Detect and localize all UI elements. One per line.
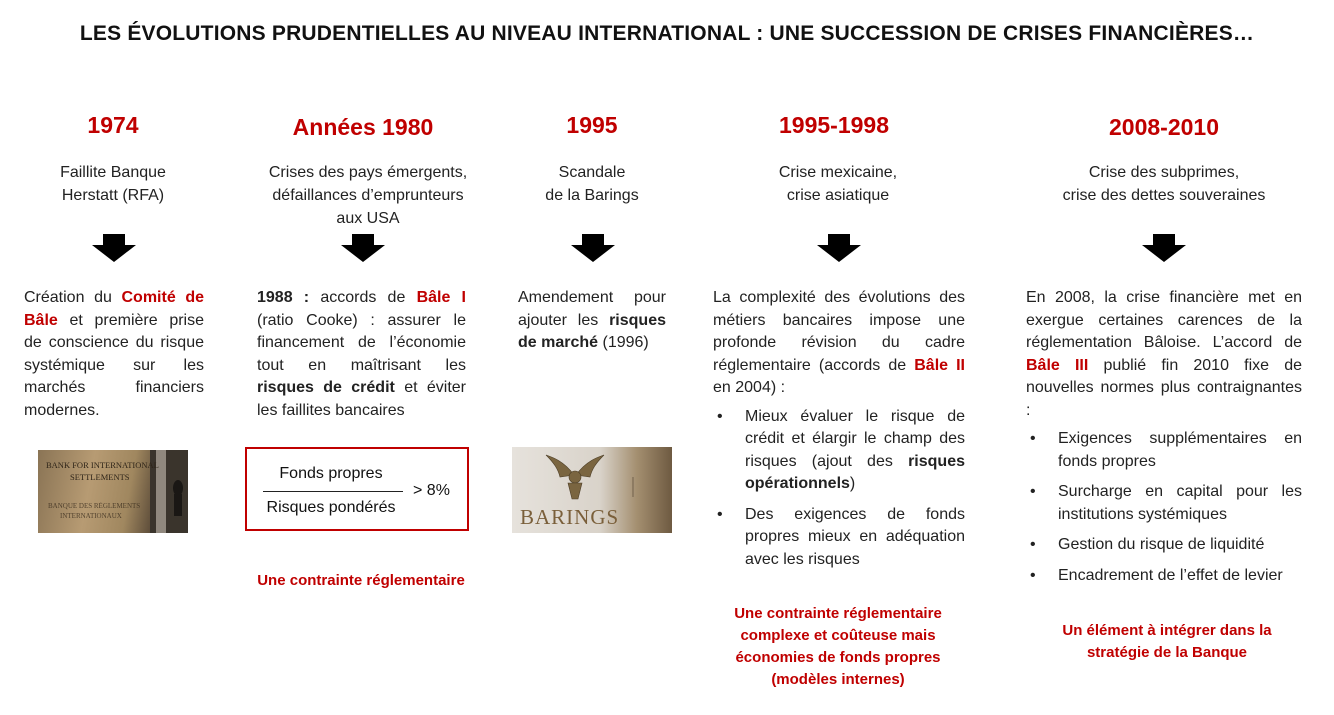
text-part: ) xyxy=(849,475,856,492)
text-part: publié fin 2010 fixe de nouvelles normes plus contraignantes : xyxy=(1026,356,1302,419)
cooke-ratio-box xyxy=(245,447,469,531)
event-line: aux USA xyxy=(336,210,400,227)
down-arrow-icon xyxy=(92,234,136,262)
event-line: crise asiatique xyxy=(786,187,890,204)
down-arrow-icon xyxy=(571,234,615,262)
event-line: défaillances d’emprunteurs xyxy=(272,187,464,204)
ratio-denominator: Risques pondérés xyxy=(266,499,396,516)
conclusion-line: stratégie de la Banque xyxy=(1086,644,1248,661)
text-part: Mieux évaluer le risque de crédit et élargir le champ des risques (ajout des xyxy=(745,407,965,470)
year-1995: 1995 xyxy=(566,112,618,138)
photo-sign-text: SETTLEMENTS xyxy=(70,472,130,482)
text-part: Des exigences de fonds propres mieux en adéquation avec les risques xyxy=(745,505,965,568)
text-2008-2010 xyxy=(1026,287,1302,595)
photo-sign-text: BANQUE DES RÈGLEMENTS xyxy=(48,502,141,510)
conclusion-1995-1998 xyxy=(708,603,968,691)
text-part: En 2008, la crise financière met en exergue certaines carences de la réglementation Bâloise. L’accord de xyxy=(1026,289,1302,351)
event-line: Faillite Banque xyxy=(60,164,166,181)
text-part: La complexité des évolutions des métiers bancaires impose une profonde révision du cadre réglementaire (accords de xyxy=(713,289,965,374)
conclusion-line: (modèles internes) xyxy=(771,671,905,688)
text-part: Amendement pour ajouter les xyxy=(518,289,666,329)
page-title: LES ÉVOLUTIONS PRUDENTIELLES AU NIVEAU INTERNATIONAL : UNE SUCCESSION DE CRISES FINANCIÈRES… xyxy=(79,22,1255,45)
conclusion-line: complexe et coûteuse mais xyxy=(740,627,936,644)
highlight-bale-1: Bâle I xyxy=(416,289,467,306)
year-1974: 1974 xyxy=(87,112,139,138)
text-1995 xyxy=(518,287,666,355)
list-item: • Surcharge en capital pour les institutions systémiques xyxy=(1026,481,1302,526)
barings-logo-text: BARINGS xyxy=(520,505,620,529)
list-item: • Encadrement de l’effet de levier xyxy=(1026,565,1302,588)
bale2-bullets xyxy=(713,406,965,572)
event-line: Herstatt (RFA) xyxy=(61,187,165,204)
bale3-bullets xyxy=(1026,428,1302,587)
list-item xyxy=(713,504,965,572)
text-part: (1996) xyxy=(598,334,649,351)
text-1980s xyxy=(257,287,466,422)
highlight-bale-3: Bâle III xyxy=(1026,356,1089,374)
event-line: Scandale xyxy=(558,164,626,181)
event-line: Crise des subprimes, xyxy=(1088,164,1240,181)
event-1995-1998 xyxy=(738,161,938,207)
text-part: et première prise de conscience du risque systémique sur les marchés financiers modernes. xyxy=(24,311,204,419)
year-1995-1998: 1995-1998 xyxy=(779,112,889,138)
year-1980s: Années 1980 xyxy=(292,114,434,140)
text-part: (ratio Cooke) : assurer le financement de l’économie tout en maîtrisant les xyxy=(257,311,466,374)
conclusion-2008-2010 xyxy=(1027,620,1307,664)
bold-risques-operationnels: risques opérationnels xyxy=(745,452,965,492)
event-line: de la Barings xyxy=(545,187,639,204)
ratio-threshold: > 8% xyxy=(413,482,450,499)
bis-building-photo xyxy=(38,450,188,533)
event-1974 xyxy=(23,161,203,207)
conclusion-line: Une contrainte réglementaire xyxy=(734,605,942,622)
text-part: accords de xyxy=(309,289,417,306)
event-1980s xyxy=(253,161,483,230)
text-part: en 2004) : xyxy=(713,379,786,396)
ratio-line xyxy=(263,491,403,492)
event-2008-2010 xyxy=(1044,161,1284,207)
conclusion-line: Un élément à intégrer dans la xyxy=(1062,622,1272,639)
bold-risques-marche: risques de marché xyxy=(518,311,666,351)
text-part: Création du xyxy=(24,289,122,306)
photo-sign-text: INTERNATIONAUX xyxy=(60,512,122,520)
year-2008-2010: 2008-2010 xyxy=(1109,114,1219,140)
highlight-bale-2: Bâle II xyxy=(914,356,966,374)
down-arrow-icon xyxy=(1142,234,1186,262)
event-line: Crises des pays émergents, xyxy=(268,164,468,181)
barings-logo-photo xyxy=(512,447,672,533)
down-arrow-icon xyxy=(341,234,385,262)
text-part: et éviter les faillites bancaires xyxy=(257,379,466,419)
photo-sign-text: BANK FOR INTERNATIONAL xyxy=(46,460,159,470)
text-1974 xyxy=(24,287,204,422)
ratio-numerator: Fonds propres xyxy=(279,465,383,482)
event-line: crise des dettes souveraines xyxy=(1062,187,1266,204)
list-item: • Gestion du risque de liquidité xyxy=(1026,534,1302,557)
event-1995 xyxy=(512,161,672,207)
event-line: Crise mexicaine, xyxy=(778,164,898,181)
list-item xyxy=(713,406,965,496)
conclusion-1980s: Une contrainte réglementaire xyxy=(257,572,465,589)
bold-risques-credit: risques de crédit xyxy=(257,379,395,396)
list-item: • Exigences supplémentaires en fonds propres xyxy=(1026,428,1302,473)
text-1995-1998 xyxy=(713,287,965,579)
down-arrow-icon xyxy=(817,234,861,262)
bold-1988: 1988 : xyxy=(257,289,310,306)
highlight-comite-bale: Comité de Bâle xyxy=(24,289,205,329)
conclusion-line: économies de fonds propres xyxy=(735,649,941,666)
